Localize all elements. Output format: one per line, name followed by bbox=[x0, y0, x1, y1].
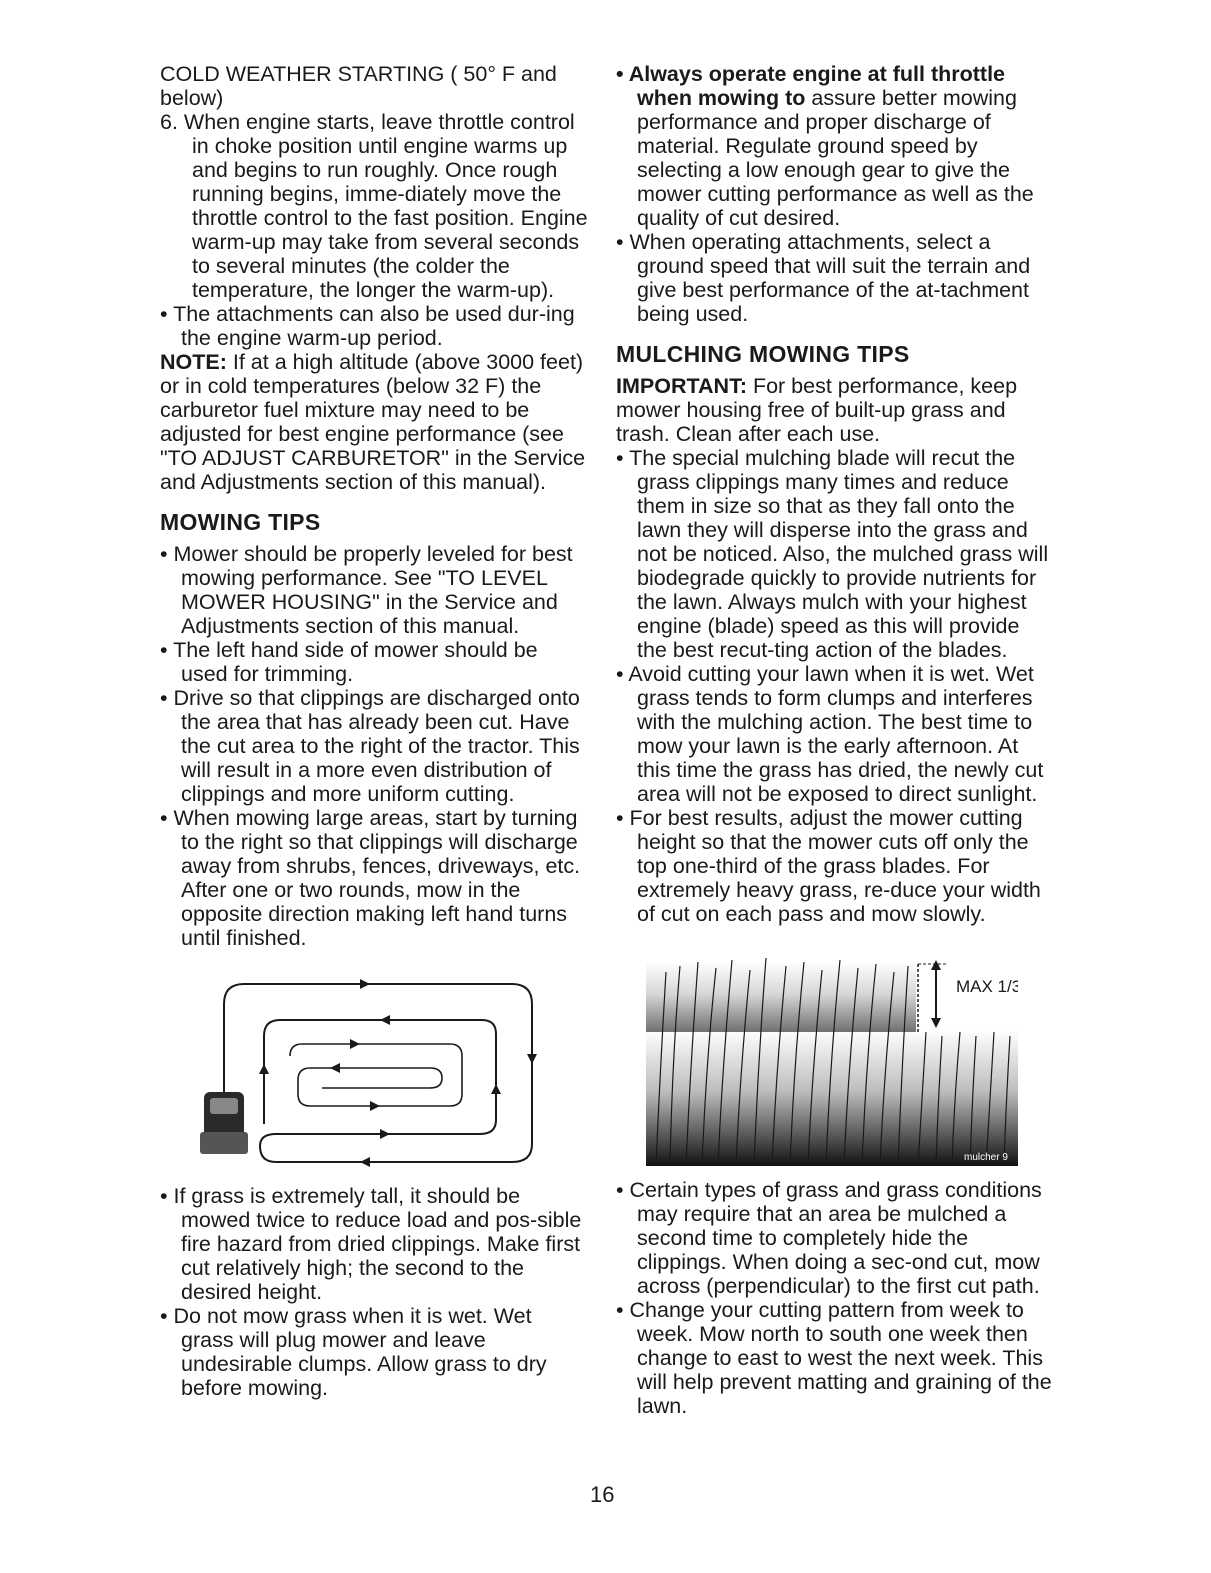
full-throttle-bullet bbox=[616, 62, 1052, 230]
mowing-bullet-3: • Drive so that clippings are discharged onto the area that has already been cut. Have the cut area to the right of the tractor. This will result in a more even distribution of clippings and more uniform cutting. bbox=[160, 686, 580, 806]
left-column bbox=[160, 62, 590, 1400]
important-text: For best performance, keep mower housing free of built-up grass and trash. Clean after each use. bbox=[616, 374, 1018, 446]
tractor-icon bbox=[200, 1092, 248, 1154]
max-one-third-label: MAX 1/3 bbox=[956, 977, 1018, 996]
attachments-bullet: • The attachments can also be used dur-ing the engine warm-up period. bbox=[160, 302, 575, 350]
grass-cut-illustration bbox=[646, 952, 1018, 1172]
attachments-speed-bullet: • When operating attachments, select a ground speed that will suit the terrain and give best performance of the at-tachment being used. bbox=[616, 230, 1031, 326]
full-throttle-bold: • Always operate engine at full throttle when mowing to bbox=[616, 62, 1006, 110]
mowing-tips-heading: MOWING TIPS bbox=[160, 509, 321, 535]
page-number: 16 bbox=[590, 1482, 615, 1507]
full-throttle-text: assure better mowing performance and proper discharge of material. Regulate ground speed by selecting a low enough gear to give the mower cutting performance as well as the quality of cut desired. bbox=[637, 86, 1034, 230]
cold-weather-heading: COLD WEATHER STARTING ( 50° F and below) bbox=[160, 62, 557, 110]
cutting-pattern-bullet: • Change your cutting pattern from week to week. Mow north to south one week then change to east to west the next week. This will help prevent matting and graining of the lawn. bbox=[616, 1298, 1052, 1418]
important-label: IMPORTANT: bbox=[616, 374, 747, 398]
figure-caption: mulcher 9 bbox=[964, 1152, 1008, 1163]
note-label: NOTE: bbox=[160, 350, 227, 374]
second-mulch-bullet: • Certain types of grass and grass conditions may require that an area be mulched a second time to completely hide the clippings. When doing a sec-ond cut, mow across (perpendicular) to the first cut path. bbox=[616, 1178, 1042, 1298]
tall-grass-bullet: • If grass is extremely tall, it should be mowed twice to reduce load and pos-sible fire hazard from dried clippings. Make first cut relatively high; the second to the desired height. bbox=[160, 1184, 582, 1304]
important-paragraph bbox=[616, 374, 1052, 446]
mulching-tips-heading: MULCHING MOWING TIPS bbox=[616, 341, 910, 367]
mulch-bullet-2: • Avoid cutting your lawn when it is wet. Wet grass tends to form clumps and interferes with the mulching action. The best time to mow your lawn is the early afternoon. At this time the grass has dried, the newly cut area will not be exposed to direct sunlight. bbox=[616, 662, 1044, 806]
mowing-bullet-4: • When mowing large areas, start by turning to the right so that clippings will discharge away from shrubs, fences, driveways, etc. After one or two rounds, mow in the opposite direction making left hand turns until finished. bbox=[160, 806, 581, 950]
mowing-bullet-1: • Mower should be properly leveled for best mowing performance. See "TO LEVEL MOWER HOUSING" in the Service and Adjustments section of this manual. bbox=[160, 542, 573, 638]
mulch-bullet-3: • For best results, adjust the mower cutting height so that the mower cuts off only the top one-third of the grass blades. For extremely heavy grass, re-duce your width of cut on each pass and mow slowly. bbox=[616, 806, 1041, 926]
mowing-pattern-svg bbox=[160, 964, 580, 1184]
right-column bbox=[616, 62, 1052, 1418]
mowing-bullet-2: • The left hand side of mower should be used for trimming. bbox=[160, 638, 538, 686]
note-paragraph bbox=[160, 350, 590, 494]
note-text: If at a high altitude (above 3000 feet) or in cold temperatures (below 32 F) the carburetor fuel mixture may need to be adjusted for best engine performance (see "TO ADJUST CARBURETOR" in the Service and Adjustments section of this manual). bbox=[160, 350, 586, 494]
grass-svg bbox=[646, 952, 1018, 1166]
mulch-bullet-1: • The special mulching blade will recut the grass clippings many times and reduce them in size so that as they fall onto the lawn they will disperse into the grass and not be noticed. Also, the mulched grass will biodegrade quickly to provide nutrients for the lawn. Always mulch with your highest engine (blade) speed as this will provide the best recut-ting action of the blades. bbox=[616, 446, 1049, 662]
step-6: 6. When engine starts, leave throttle control in choke position until engine warms up and begins to run roughly. Once rough running begins, imme-diately move the throttle control to the fast position. Engine warm-up may take from several seconds to several minutes (the colder the temperature, the longer the warm-up). bbox=[160, 110, 588, 302]
wet-grass-bullet: • Do not mow grass when it is wet. Wet grass will plug mower and leave undesirable clumps. Allow grass to dry before mowing. bbox=[160, 1304, 547, 1400]
mowing-pattern-diagram bbox=[160, 964, 590, 1184]
